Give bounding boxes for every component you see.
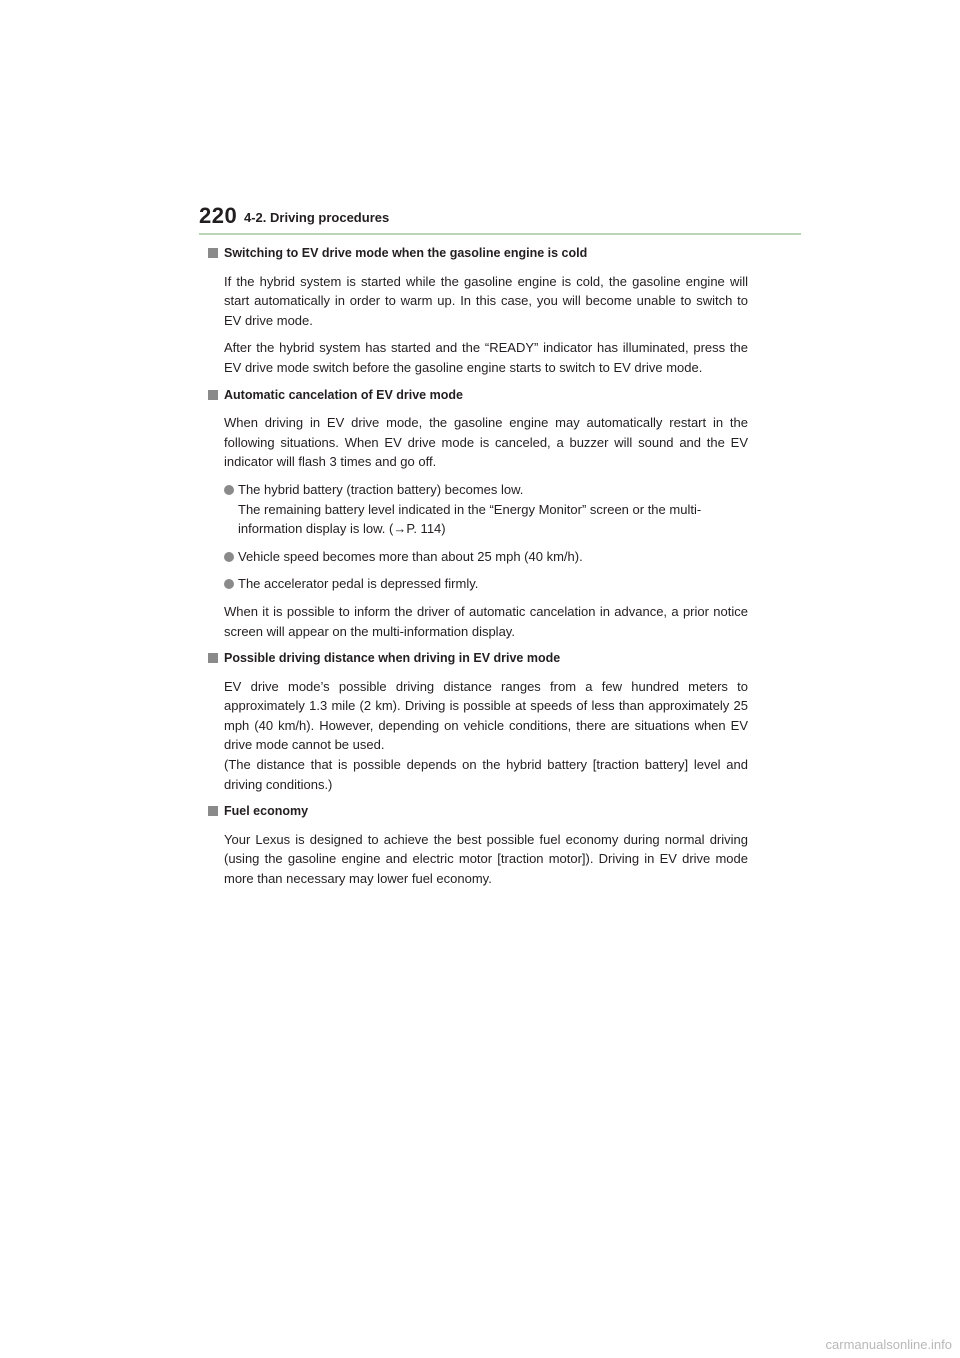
- section-auto-cancel: [208, 386, 748, 642]
- paragraph-text: EV drive mode’s possible driving distance ranges from a few hundred meters to approximately 1.3 mile (2 km). Driving is possible at speeds of less than approximately 25 mph (40 km/h). However, depending on vehicle conditions, there are situations when EV drive mode cannot be used.: [224, 678, 748, 753]
- list-item-detail: The remaining battery level indicated in the “Energy Monitor” screen or the multi-information display is low. (→P. 114): [238, 501, 702, 537]
- list-item: [224, 480, 748, 539]
- section-heading-text: Automatic cancelation of EV drive mode: [224, 387, 463, 402]
- section-fuel-economy: [208, 802, 748, 888]
- list-item-text: Vehicle speed becomes more than about 25 mph (40 km/h).: [238, 548, 583, 564]
- section-heading: [208, 649, 748, 669]
- page-header: [199, 203, 801, 237]
- section-heading: [208, 386, 748, 406]
- paragraph: [224, 677, 748, 795]
- section-driving-distance: [208, 649, 748, 794]
- square-bullet-icon: [208, 248, 218, 258]
- section-heading-text: Switching to EV drive mode when the gasoline engine is cold: [224, 246, 588, 260]
- list-item: [224, 547, 748, 567]
- circle-bullet-icon: [224, 579, 234, 589]
- list-item: [224, 574, 748, 594]
- section-title: 4-2. Driving procedures: [244, 210, 390, 225]
- paragraph: If the hybrid system is started while the gasoline engine is cold, the gasoline engine will start automatically in order to warm up. In this case, you will become unable to switch to EV drive mode.: [224, 273, 748, 328]
- paragraph: After the hybrid system has started and the “READY” indicator has illuminated, press the EV drive mode switch before the gasoline engine starts to switch to EV drive mode.: [224, 340, 748, 375]
- section-heading: [208, 802, 748, 822]
- circle-bullet-icon: [224, 485, 234, 495]
- paragraph: When driving in EV drive mode, the gasoline engine may automatically restart in the following situations. When EV drive mode is canceled, a buzzer will sound and the EV indicator will flash 3 times and go off.: [224, 415, 748, 470]
- header-rule: [199, 233, 801, 235]
- circle-bullet-icon: [224, 552, 234, 562]
- page-content: [208, 244, 748, 897]
- page-number: 220: [199, 203, 238, 228]
- section-heading: [208, 244, 748, 264]
- section-heading-text: Possible driving distance when driving in EV drive mode: [224, 651, 561, 666]
- square-bullet-icon: [208, 653, 218, 663]
- paragraph: Your Lexus is designed to achieve the best possible fuel economy during normal driving (using the gasoline engine and electric motor [traction motor]). Driving in EV drive mode more than necessary may lower fuel economy.: [224, 831, 748, 887]
- section-ev-cold-engine: [208, 244, 748, 378]
- list-item-text: The hybrid battery (traction battery) becomes low.: [238, 481, 524, 497]
- list-item-text: The accelerator pedal is depressed firmly.: [238, 576, 479, 592]
- square-bullet-icon: [208, 806, 218, 816]
- square-bullet-icon: [208, 390, 218, 400]
- paragraph: When it is possible to inform the driver of automatic cancelation in advance, a prior notice screen will appear on the multi-information display.: [224, 603, 748, 639]
- watermark: carmanualsonline.info: [825, 1337, 952, 1352]
- paragraph-text: (The distance that is possible depends on the hybrid battery [traction battery] level and driving conditions.): [224, 757, 748, 792]
- section-heading-text: Fuel economy: [224, 804, 309, 819]
